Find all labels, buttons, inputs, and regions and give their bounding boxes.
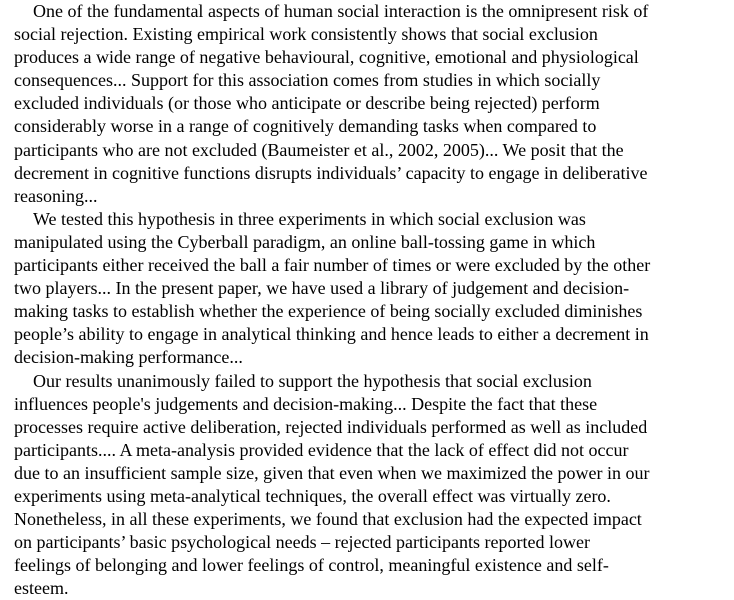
text-line: decrement in cognitive functions disrupts individuals’ capacity to engage in deliberative xyxy=(14,162,726,185)
text-line: on participants’ basic psychological needs – rejected participants reported lower xyxy=(14,531,726,554)
text-line: excluded individuals (or those who anticipate or describe being rejected) perform xyxy=(14,92,726,115)
text-line: participants.... A meta-analysis provided evidence that the lack of effect did not occur xyxy=(14,439,726,462)
text-line: decision-making performance... xyxy=(14,346,726,369)
text-line: One of the fundamental aspects of human social interaction is the omnipresent risk of xyxy=(14,0,726,23)
text-line: two players... In the present paper, we have used a library of judgement and decision- xyxy=(14,277,726,300)
text-line: Nonetheless, in all these experiments, we found that exclusion had the expected impact xyxy=(14,508,726,531)
text-line: social rejection. Existing empirical work consistently shows that social exclusion xyxy=(14,23,726,46)
text-line: participants either received the ball a fair number of times or were excluded by the other xyxy=(14,254,726,277)
text-line: making tasks to establish whether the experience of being socially excluded diminishes xyxy=(14,300,726,323)
text-line: We tested this hypothesis in three experiments in which social exclusion was xyxy=(14,208,726,231)
text-line: esteem. xyxy=(14,577,726,600)
paragraph-2 xyxy=(14,208,726,370)
text-line: Our results unanimously failed to support the hypothesis that social exclusion xyxy=(14,370,726,393)
text-line: influences people's judgements and decision-making... Despite the fact that these xyxy=(14,393,726,416)
text-line: experiments using meta-analytical techniques, the overall effect was virtually zero. xyxy=(14,485,726,508)
text-line: consequences... Support for this association comes from studies in which socially xyxy=(14,69,726,92)
document-body xyxy=(14,0,726,600)
text-line: processes require active deliberation, rejected individuals performed as well as included xyxy=(14,416,726,439)
text-line: people’s ability to engage in analytical thinking and hence leads to either a decrement in xyxy=(14,323,726,346)
text-line: participants who are not excluded (Baumeister et al., 2002, 2005)... We posit that the xyxy=(14,139,726,162)
text-line: manipulated using the Cyberball paradigm, an online ball-tossing game in which xyxy=(14,231,726,254)
text-line: produces a wide range of negative behavioural, cognitive, emotional and physiological xyxy=(14,46,726,69)
text-line: due to an insufficient sample size, given that even when we maximized the power in our xyxy=(14,462,726,485)
paragraph-1 xyxy=(14,0,726,208)
text-line: reasoning... xyxy=(14,185,726,208)
text-line: considerably worse in a range of cognitively demanding tasks when compared to xyxy=(14,115,726,138)
text-line: feelings of belonging and lower feelings of control, meaningful existence and self- xyxy=(14,554,726,577)
paragraph-3 xyxy=(14,370,726,600)
